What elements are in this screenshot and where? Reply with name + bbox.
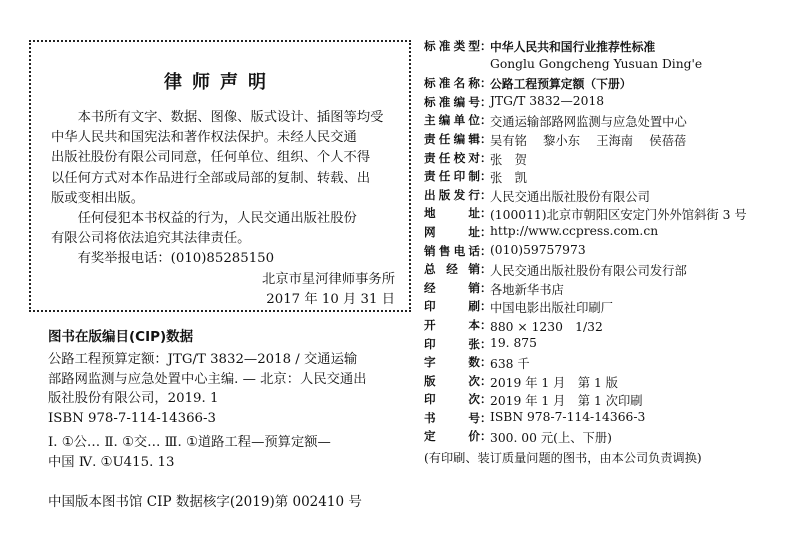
metadata-row xyxy=(424,243,784,262)
metadata-value: 吴有铭 黎小东 王海南 侯蓓蓓 xyxy=(490,133,687,148)
metadata-value: (010)59757973 xyxy=(490,242,586,257)
metadata-label: 版 次 xyxy=(424,373,480,388)
metadata-value: 中华人民共和国行业推荐性标准 xyxy=(490,40,656,54)
lawyer-statement-body xyxy=(51,108,395,270)
metadata-colon: ： xyxy=(480,224,492,239)
metadata-row xyxy=(424,280,784,299)
metadata-row xyxy=(424,150,784,169)
metadata-label: 地 址 xyxy=(424,206,480,221)
statement-date: 2017 年 10 月 31 日 xyxy=(266,292,395,307)
metadata-colon: ： xyxy=(480,429,492,444)
metadata-colon: ： xyxy=(480,336,492,351)
metadata-row xyxy=(424,75,784,94)
text-line: 出版社股份有限公司同意，任何单位、组织、个人不得 xyxy=(51,150,371,166)
metadata-label: 印 张 xyxy=(424,336,480,351)
metadata-row xyxy=(424,94,784,113)
metadata-value: 人民交通出版社股份有限公司 xyxy=(490,189,650,204)
metadata-label: 定 价 xyxy=(424,429,480,444)
publication-metadata xyxy=(424,38,784,466)
metadata-row xyxy=(424,354,784,373)
metadata-row xyxy=(424,38,784,57)
metadata-label: 责 任 编 辑 xyxy=(424,131,480,146)
cip-line: 部路网监测与应急处置中心主编. — 北京：人民交通出 xyxy=(48,371,367,387)
quality-footnote: (有印刷、装订质量问题的图书，由本公司负责调换) xyxy=(424,451,702,466)
metadata-label: 责 任 印 制 xyxy=(424,169,480,184)
metadata-value: 19. 875 xyxy=(490,335,537,350)
metadata-label: 标 准 名 称 xyxy=(424,76,480,91)
cip-line: 版社股份有限公司，2019. 1 xyxy=(48,391,219,407)
metadata-value: 638 千 xyxy=(490,357,530,372)
metadata-colon: ： xyxy=(480,410,492,425)
metadata-colon: ： xyxy=(480,355,492,370)
metadata-label: 开 本 xyxy=(424,317,480,332)
metadata-row xyxy=(424,205,784,224)
metadata-row xyxy=(424,112,784,131)
metadata-row xyxy=(424,298,784,317)
text-line: 中华人民共和国宪法和著作权法保护。未经人民交通 xyxy=(51,130,357,146)
statement-paragraph-1 xyxy=(51,108,395,209)
text-line: 本书所有文字、数据、图像、版式设计、插图等均受 xyxy=(77,110,384,125)
metadata-label: 责 任 校 对 xyxy=(424,150,480,165)
metadata-colon: ： xyxy=(480,243,492,258)
law-firm-name: 北京市星河律师事务所 xyxy=(262,272,395,287)
cip-classification xyxy=(48,433,331,473)
cip-line: ISBN 978-7-114-14366-3 xyxy=(48,410,216,426)
cip-heading: 图书在版编目(CIP)数据 xyxy=(48,329,194,345)
cip-verification-number: 中国版本图书馆 CIP 数据核字(2019)第 002410 号 xyxy=(48,494,362,510)
metadata-label: 书 号 xyxy=(424,410,480,425)
metadata-colon: ： xyxy=(480,392,492,407)
metadata-colon: ： xyxy=(480,280,492,295)
metadata-value: ISBN 978-7-114-14366-3 xyxy=(490,409,646,424)
metadata-label: 销 售 电 话 xyxy=(424,243,480,258)
metadata-colon: ： xyxy=(480,131,492,146)
metadata-label: 标 准 类 型 xyxy=(424,39,480,53)
metadata-value: http://www.ccpress.com.cn xyxy=(490,223,659,238)
metadata-colon: ： xyxy=(480,299,492,314)
metadata-value: 中国电影出版社印刷厂 xyxy=(490,301,613,316)
metadata-colon: ： xyxy=(480,373,492,388)
metadata-row xyxy=(424,261,784,280)
metadata-colon: ： xyxy=(480,113,492,128)
metadata-row xyxy=(424,428,784,447)
metadata-value: 300. 00 元(上、下册) xyxy=(490,431,612,446)
metadata-colon: ： xyxy=(480,94,492,109)
metadata-value: JTG/T 3832—2018 xyxy=(490,93,605,108)
text-line: 以任何方式对本作品进行全部或局部的复制、转载、出 xyxy=(51,170,371,186)
metadata-value: 人民交通出版社股份有限公司发行部 xyxy=(490,264,687,279)
metadata-value: 张 贺 xyxy=(490,152,527,167)
metadata-value: 2019 年 1 月 第 1 版 xyxy=(490,375,618,390)
metadata-label: 出 版 发 行 xyxy=(424,187,480,202)
metadata-row xyxy=(424,131,784,150)
lawyer-statement-title: 律师声明 xyxy=(164,72,276,93)
metadata-value: 张 凯 xyxy=(490,171,527,186)
cip-class-line: Ⅰ. ①公… Ⅱ. ①交… Ⅲ. ①道路工程—预算定额— xyxy=(48,435,331,450)
metadata-row xyxy=(424,57,784,76)
metadata-label: 主 编 单 位 xyxy=(424,113,480,128)
metadata-row xyxy=(424,410,784,429)
cip-class-line: 中国 Ⅳ. ①U415. 13 xyxy=(48,455,175,470)
cip-line: 公路工程预算定额：JTG/T 3832—2018 / 交通运输 xyxy=(48,352,358,367)
metadata-value: 交通运输部路网监测与应急处置中心 xyxy=(490,115,687,130)
metadata-value: 公路工程预算定额（下册） xyxy=(490,77,632,92)
lawyer-statement-box xyxy=(29,40,411,312)
metadata-value: (100011)北京市朝阳区安定门外外馆斜街 3 号 xyxy=(490,208,747,223)
metadata-row xyxy=(424,391,784,410)
metadata-colon: ： xyxy=(480,150,492,165)
metadata-row xyxy=(424,168,784,187)
metadata-colon: ： xyxy=(480,76,492,91)
metadata-colon: ： xyxy=(480,169,492,184)
metadata-value: 2019 年 1 月 第 1 次印刷 xyxy=(490,394,643,409)
metadata-colon: ： xyxy=(480,262,492,277)
report-hotline: 有奖举报电话：(010)85285150 xyxy=(77,251,275,267)
metadata-value: 880 × 1230 1/32 xyxy=(490,319,603,334)
metadata-row xyxy=(424,373,784,392)
metadata-label: 印 刷 xyxy=(424,299,480,314)
metadata-row xyxy=(424,336,784,355)
text-line: 有限公司将依法追究其法律责任。 xyxy=(51,231,251,247)
cip-record xyxy=(48,350,418,428)
metadata-label: 标 准 编 号 xyxy=(424,94,480,109)
metadata-colon: ： xyxy=(480,317,492,332)
metadata-label: 印 次 xyxy=(424,392,480,407)
metadata-row xyxy=(424,317,784,336)
statement-signature xyxy=(262,270,395,310)
metadata-colon: ： xyxy=(480,39,492,53)
metadata-value: Gonglu Gongcheng Yusuan Ding'e xyxy=(490,56,703,71)
text-line: 版或变相出版。 xyxy=(51,190,145,206)
metadata-label: 网 址 xyxy=(424,224,480,239)
metadata-colon: ： xyxy=(480,206,492,221)
metadata-label: 总 经 销 xyxy=(424,262,480,277)
metadata-value: 各地新华书店 xyxy=(490,282,564,297)
metadata-row xyxy=(424,224,784,243)
metadata-row xyxy=(424,187,784,206)
statement-paragraph-2 xyxy=(51,209,395,249)
text-line: 任何侵犯本书权益的行为，人民交通出版社股份 xyxy=(77,211,357,227)
metadata-label: 字 数 xyxy=(424,355,480,370)
metadata-label: 经 销 xyxy=(424,280,480,295)
metadata-colon: ： xyxy=(480,187,492,202)
